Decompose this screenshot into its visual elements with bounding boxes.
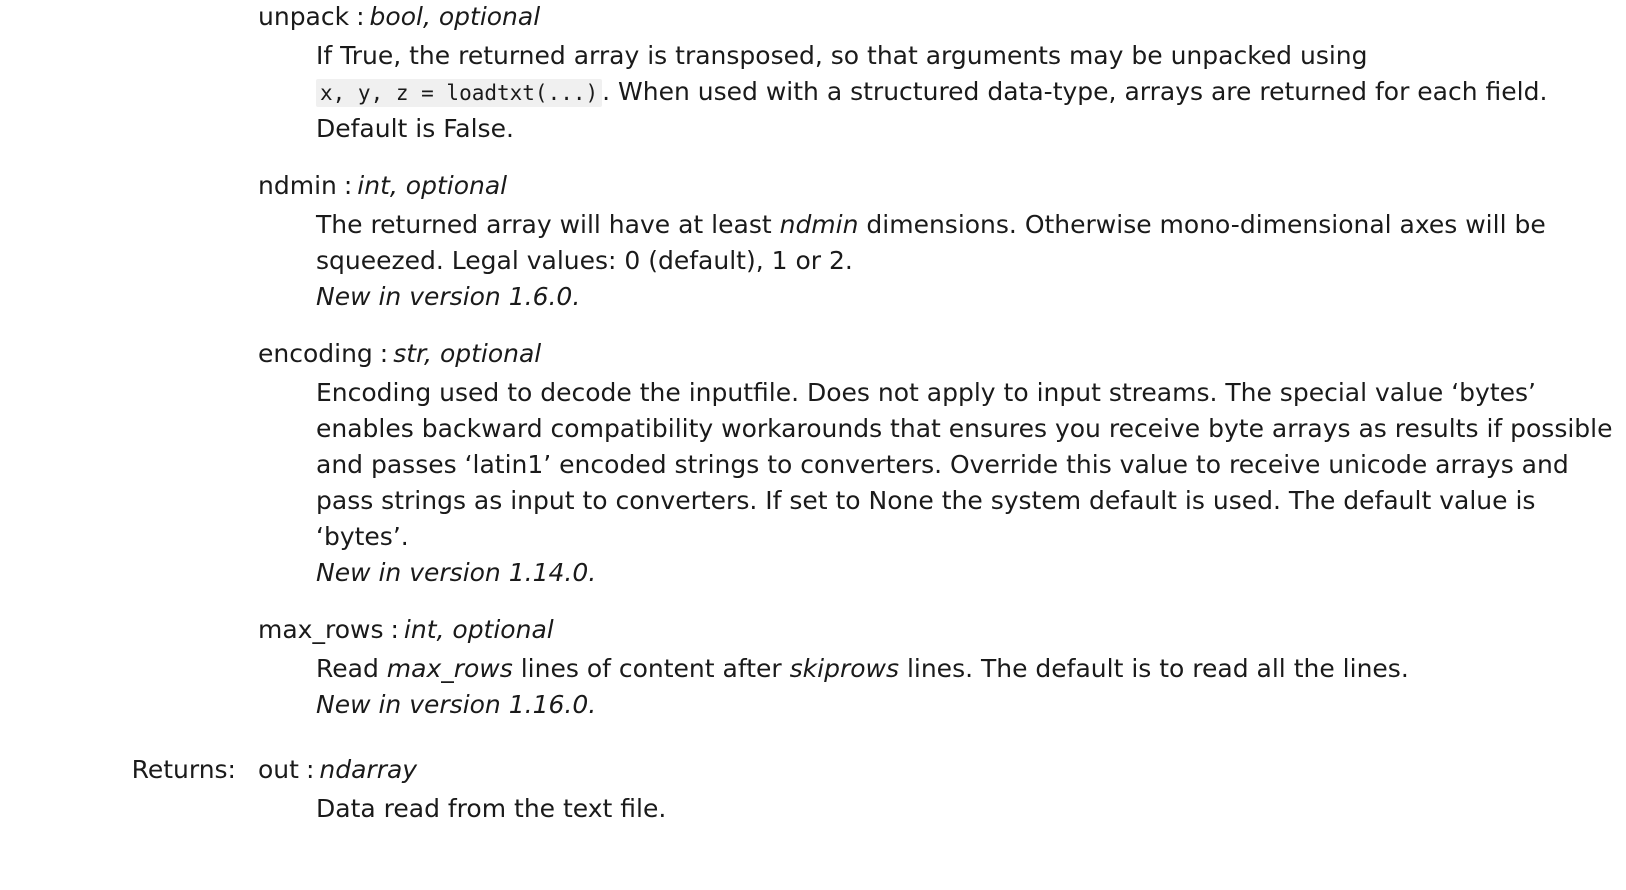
param-ndmin-version-note: New in version 1.6.0. — [316, 282, 581, 311]
param-encoding-name: encoding — [258, 339, 373, 368]
param-unpack — [258, 0, 1626, 147]
param-max-rows-text: lines of content after — [512, 654, 790, 683]
param-max-rows-description — [258, 651, 1616, 723]
param-max-rows-term — [258, 613, 1626, 647]
returns-field-row — [0, 753, 1626, 827]
param-max-rows-colon: : — [390, 615, 399, 644]
field-body — [258, 0, 1626, 723]
param-encoding-text: Encoding used to decode the inputfile. Does not apply to input streams. The special value ‘bytes’ enables backward compatibility workarounds that ensures you receive byte arrays as results if possible and passes ‘latin1’ encoded strings to converters. Override this value to receive unicode arrays and pass strings as input to converters. If set to None the system default is used. The default value is ‘bytes’. — [316, 378, 1613, 551]
param-out — [258, 753, 1626, 827]
param-out-colon: : — [305, 755, 315, 784]
param-encoding-type: str, optional — [393, 339, 542, 368]
param-ndmin-type: int, optional — [357, 171, 508, 200]
param-max-rows-emphasis: max_rows — [386, 654, 513, 683]
param-encoding-colon: : — [379, 339, 389, 368]
param-ndmin — [258, 169, 1626, 315]
param-max-rows-version-note: New in version 1.16.0. — [316, 690, 597, 719]
param-out-text: Data read from the text file. — [316, 794, 667, 823]
param-ndmin-text: dimensions. Otherwise mono-dimensional axes will be squeezed. Legal values: 0 (default), 1 or 2. — [316, 210, 1546, 275]
param-unpack-text: If True, the returned array is transposed, so that arguments may be unpacked using — [316, 41, 1368, 70]
param-out-term — [258, 753, 1626, 787]
param-unpack-text: . When used with a structured data-type, arrays are returned for each field. Default is False. — [316, 77, 1548, 143]
param-max-rows-type: int, optional — [403, 615, 554, 644]
param-ndmin-term — [258, 169, 1626, 203]
param-unpack-name: unpack — [258, 2, 350, 31]
param-out-name: out — [258, 755, 299, 784]
param-max-rows-text: lines. The default is to read all the lines. — [899, 654, 1409, 683]
param-ndmin-colon: : — [343, 171, 353, 200]
param-ndmin-text: The returned array will have at least — [316, 210, 780, 239]
param-out-type: ndarray — [319, 755, 418, 784]
param-ndmin-name: ndmin — [258, 171, 337, 200]
param-out-description — [258, 791, 1616, 827]
param-unpack-colon: : — [356, 2, 365, 31]
param-max-rows-emphasis: skiprows — [789, 654, 899, 683]
param-unpack-code-literal: x, y, z = loadtxt(...) — [316, 79, 602, 107]
param-max-rows — [258, 613, 1626, 723]
param-unpack-term — [258, 0, 1626, 34]
param-encoding-description — [258, 375, 1616, 591]
field-body — [258, 753, 1626, 827]
param-encoding-term — [258, 337, 1626, 371]
param-max-rows-name: max_rows — [258, 615, 384, 644]
param-unpack-type: bool, optional — [369, 2, 541, 31]
param-encoding — [258, 337, 1626, 591]
param-unpack-description — [258, 38, 1616, 147]
param-ndmin-emphasis: ndmin — [779, 210, 859, 239]
param-max-rows-text: Read — [316, 654, 387, 683]
returns-label: Returns: — [131, 755, 236, 784]
param-ndmin-description — [258, 207, 1616, 315]
param-encoding-version-note: New in version 1.14.0. — [316, 558, 597, 587]
